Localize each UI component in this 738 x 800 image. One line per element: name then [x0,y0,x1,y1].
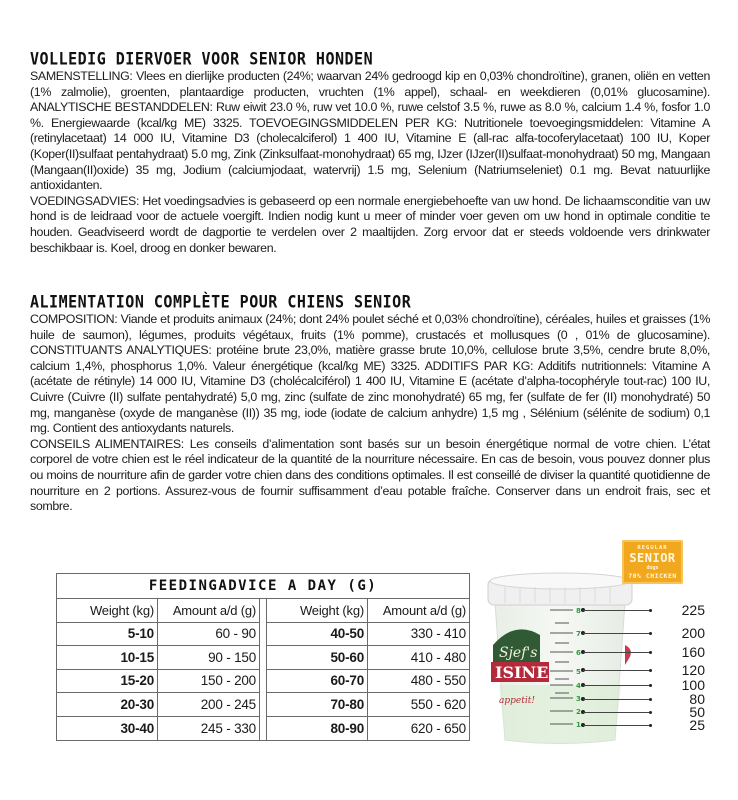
weight-cell: 50-60 [267,646,368,669]
dutch-section [30,49,710,256]
measure-label: 160 [681,644,705,660]
amount-cell: 90 - 150 [208,649,256,665]
measure-label: 50 [689,704,705,720]
table-divider [259,599,267,740]
measuring-cup-illustration [485,535,735,765]
french-title: ALIMENTATION COMPLÈTE POUR CHIENS SENIOR [30,292,412,312]
svg-text:4: 4 [576,682,581,690]
measure-label: 80 [689,691,705,707]
table-header-row [57,599,259,623]
weight-cell: 70-80 [267,693,368,716]
svg-text:5: 5 [576,668,581,676]
measure-mark [485,645,735,661]
measure-label: 200 [681,625,705,641]
weight-cell: 5-10 [57,623,158,646]
weight-header: Weight (kg) [57,599,158,622]
feeding-advice-table [56,573,470,741]
regular-senior-badge [622,540,683,584]
dutch-feeding-advice: VOEDINGSADVIES: Het voedingsadvies is gebaseerd op een normale energiebehoefte van uw hond. De lichaamsconditie van uw hond is de leidraad voor de actuele voergift. Indien nodig kunt u meer of minder voer geven om uw hond in optimale conditie te houden. Geadviseerd wordt de dagportie te verdelen over 2 maaltijden. Zorg ervoor dat er steeds voldoende vers drinkwater beschikbaar is. Koel, droog en donker bewaren. [30,193,710,255]
amount-header: Amount a/d (g) [172,602,256,618]
amount-cell: 60 - 90 [215,626,256,642]
weight-cell: 60-70 [267,670,368,693]
table-row [57,693,259,717]
table-row [57,646,259,670]
measure-mark [485,603,735,619]
badge-line-senior: SENIOR [629,550,676,565]
table-row [57,670,259,694]
french-section [30,292,710,515]
weight-cell: 15-20 [57,670,158,693]
svg-text:7: 7 [576,630,581,638]
svg-text:3: 3 [576,695,581,703]
weight-cell: 40-50 [267,623,368,646]
amount-cell: 150 - 200 [200,673,256,689]
feeding-table-right-half [267,599,469,740]
badge-line-regular: REGULAR [637,544,668,551]
table-row [267,717,469,741]
svg-text:ISINE: ISINE [495,663,549,682]
table-row [267,623,469,647]
measure-label: 225 [681,602,705,618]
table-row [267,693,469,717]
measure-mark [485,626,735,642]
amount-cell: 480 - 550 [410,673,466,689]
weight-cell: 10-15 [57,646,158,669]
weight-cell: 80-90 [267,717,368,741]
feeding-table-title: FEEDINGADVICE A DAY (G) [57,574,469,599]
amount-cell: 550 - 620 [410,696,466,712]
svg-text:2: 2 [576,708,581,716]
amount-cell: 245 - 330 [200,720,256,736]
table-row [57,623,259,647]
badge-line-dogs: dogs [646,564,659,571]
table-header-row [267,599,469,623]
french-feeding-advice: CONSEILS ALIMENTAIRES: Les conseils d’alimentation sont basés sur un besoin énergétique normal de votre chien. L’état corporel de votre chien est le réel indicateur de la quantité de la nourriture nécessaire. En cas de besoin, vous pouvez donner plus ou moins de nourriture afin de garder votre chien dans des conditions optimales. Il est conseillé de diviser la quantité quotidienne de nourriture en 2 portions. Assurez-vous de fournir suffisamment d’eau potable fraîche. Conserver dans un endroit frais, sec et sombre. [30,436,710,514]
amount-cell: 620 - 650 [410,720,466,736]
amount-cell: 200 - 245 [200,696,256,712]
svg-text:Sjef's: Sjef's [499,645,538,661]
weight-cell: 20-30 [57,693,158,716]
amount-header: Amount a/d (g) [382,602,466,618]
svg-text:6: 6 [576,649,581,657]
feeding-table-left-half [57,599,259,740]
svg-text:appetit!: appetit! [499,696,535,706]
weight-cell: 30-40 [57,717,158,741]
svg-text:1: 1 [576,721,581,729]
dutch-title: VOLLEDIG DIERVOER VOOR SENIOR HONDEN [30,49,374,69]
table-row [267,670,469,694]
measure-mark [485,718,735,734]
french-composition: COMPOSITION: Viande et produits animaux (24%; dont 24% poulet séché et 0,03% chondroïtine), céréales, huiles et graisses (1% huile de saumon), légumes, produits végétaux, fruits (1% pomme), crustacés et mollusques (0 , 01% de glucosamine). CONSTITUANTS ANALYTIQUES: protéine brute 23,0%, matière grasse brute 10,0%, cellulose brute 3,5%, cendre brute 8,0%, calcium 1,4%, phosphorus 1,0%. Valeur énergétique (kcal/kg ME) 3325. ADDITIFS PAR KG: Additifs nutritionnels: Vitamine A (acétate de rétinyle) 14 000 IU, Vitamine D3 (cholécalciférol) 1 400 IU, Vitamine E (acétate d’alpha-tocophéryle tout-rac) 100 IU, Cuivre (Cuivre (II) sulfate pentahydraté) 5,0 mg, zinc (sulfate de zinc monohydraté) 65 mg, fer (sulfate de fer (II) monohydraté) 50 mg, manganèse (oxyde de manganèse (II)) 35 mg, iode (iodate de calcium anhydre) 1,5 mg , Sélénium (sélénite de sodium) 0,1 mg. Contient des antioxydants naturels. [30,312,710,436]
table-row [57,717,259,741]
svg-text:8: 8 [576,607,581,615]
amount-cell: 330 - 410 [410,626,466,642]
dutch-composition: SAMENSTELLING: Vlees en dierlijke producten (24%; waarvan 24% gedroogd kip en 0,03% chondroïtine), granen, oliën en vetten (1% zalmolie), groenten, plantaardige producten, vruchten (1% appel), schaal- en weekdieren (0,01% glucosamine). ANALYTISCHE BESTANDDELEN: Ruw eiwit 23.0 %, ruw vet 10.0 %, ruwe celstof 3.5 %, ruwe as 8.0 %, calcium 1.4 %, fosfor 1.0 %. Energiewaarde (kcal/kg ME) 3325. TOEVOEGINGSMIDDELEN PER KG: Nutritionele toevoegingsmiddelen: Vitamine A (retinylacetaat) 14 000 IU, Vitamine D3 (cholecalciferol) 1 400 IU, Vitamine E (all-rac alfa-tocoferylacetaat) 100 IU, Koper (Koper(II)sulfaat pentahydraat) 5.0 mg, Zink (Zinksulfaat-monohydraat) 65 mg, IJzer (IJzer(II)sulfaat-monohydraat) 50 mg, Mangaan (Mangaan(II)oxide) 35 mg, Jodium (calciumjodaat, watervrij) 1.5 mg, Selenium (Natriumseleniet) 0.1 mg. Bevat natuurlijke antioxidanten. [30,69,710,193]
badge-line-chicken: 70% CHICKEN [628,571,677,580]
weight-header: Weight (kg) [267,599,368,622]
amount-cell: 410 - 480 [410,649,466,665]
measure-label: 100 [681,677,705,693]
table-row [267,646,469,670]
measure-label: 25 [689,717,705,733]
measure-label: 120 [681,662,705,678]
